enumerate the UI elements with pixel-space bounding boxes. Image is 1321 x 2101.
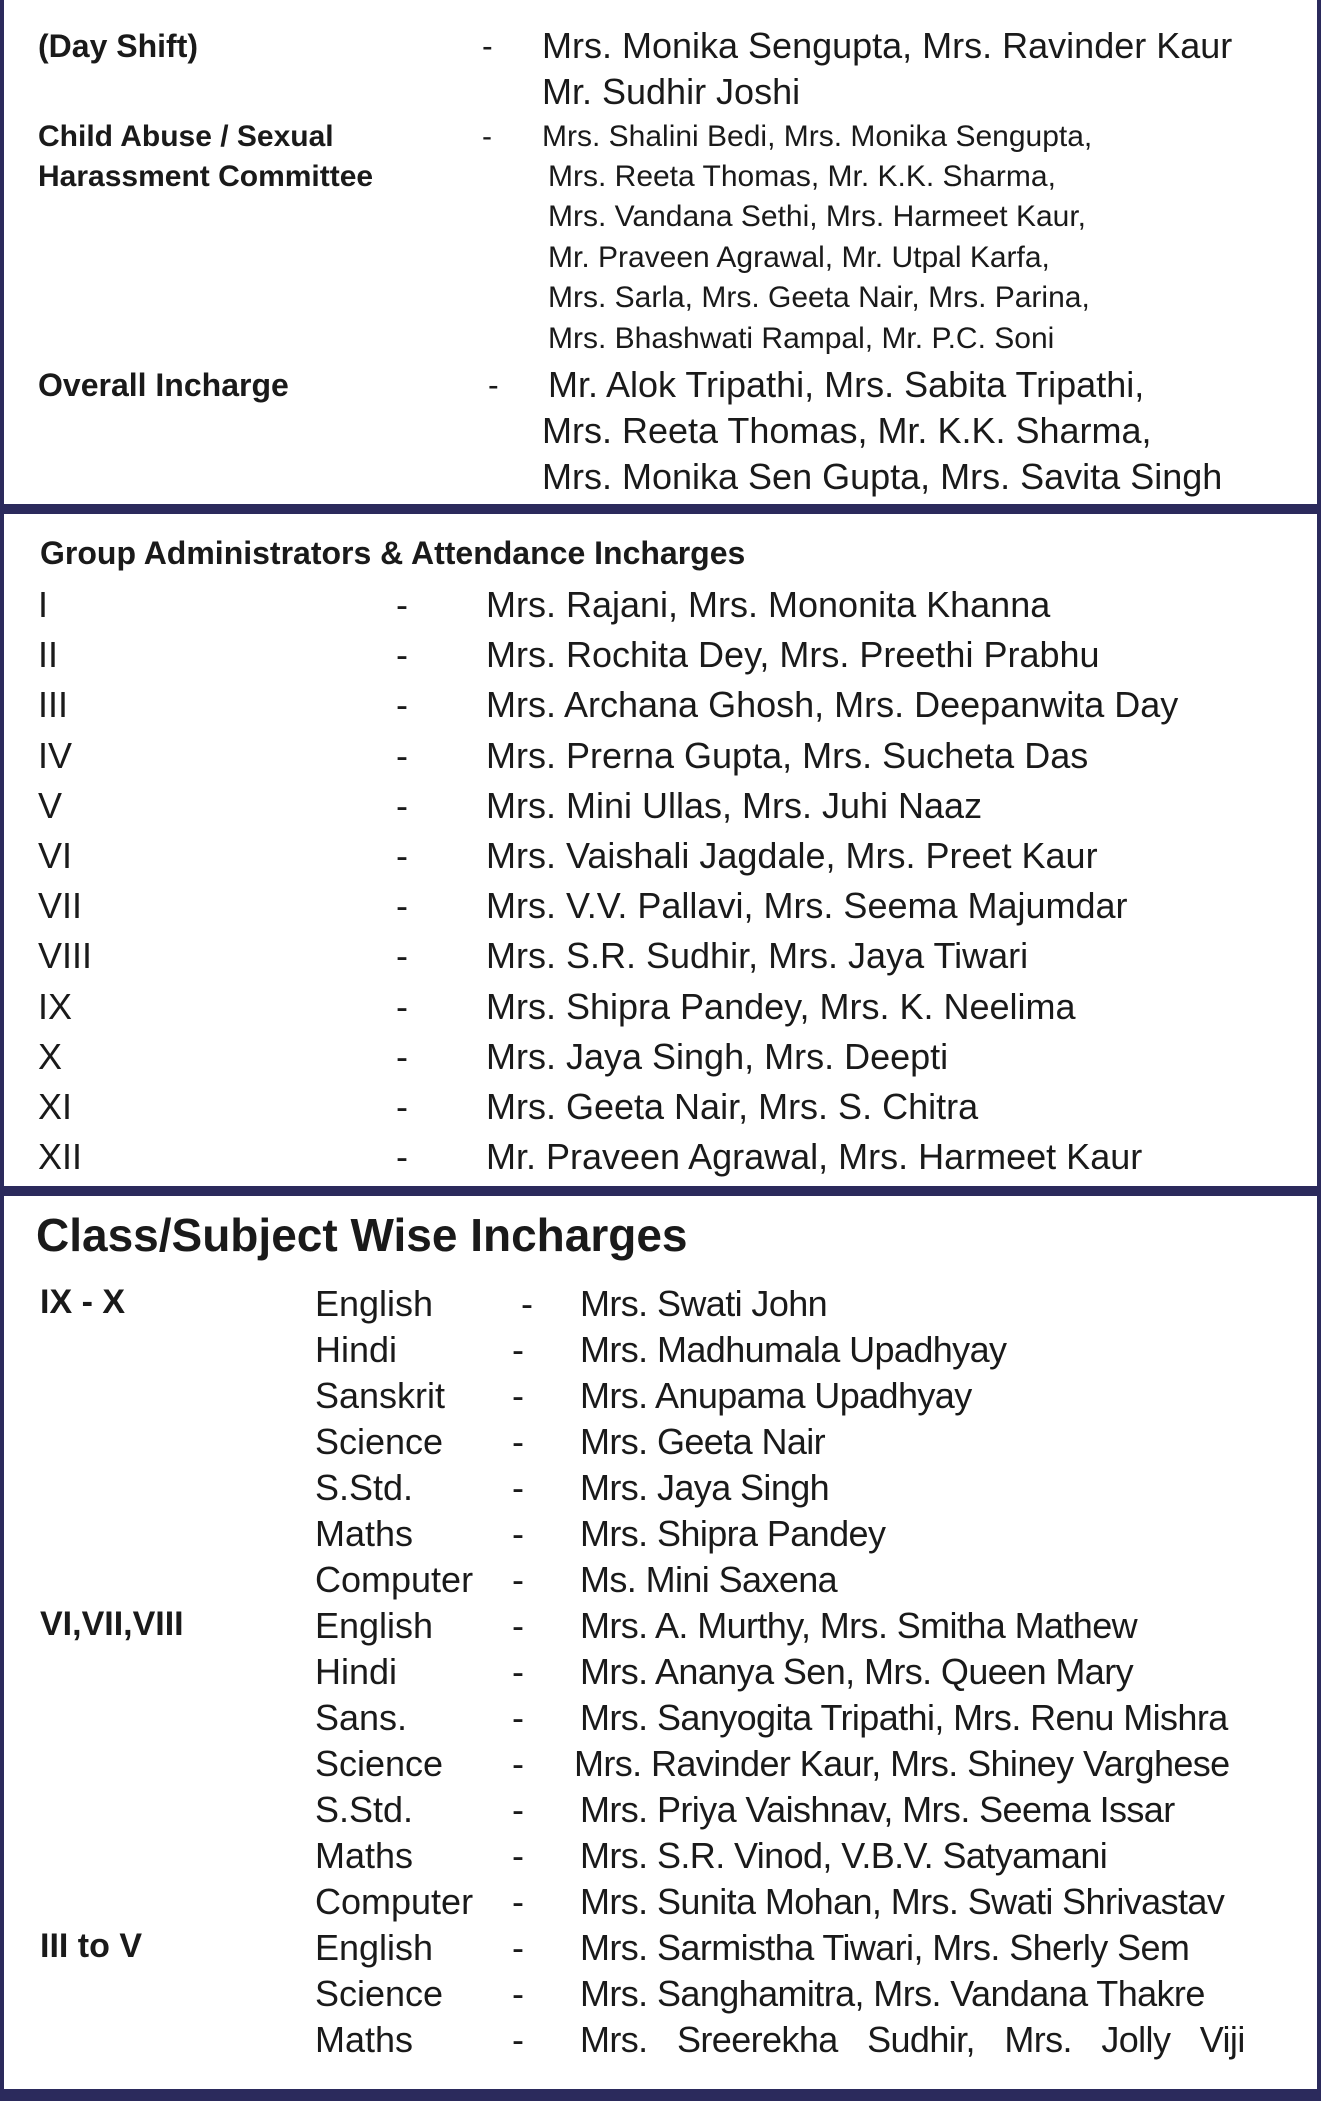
- committee-names: Mrs. Reeta Thomas, Mr. K.K. Sharma,: [548, 160, 1056, 193]
- class-group-label: III to V: [40, 1927, 142, 1965]
- bottom-border: [0, 2089, 1321, 2101]
- section-title: Group Administrators & Attendance Incharges: [40, 535, 746, 571]
- committee-names: Mrs. Reeta Thomas, Mr. K.K. Sharma,: [542, 410, 1152, 451]
- section-divider: [0, 1186, 1321, 1196]
- subject-label: S.Std.: [315, 1467, 414, 1508]
- subject-label: Sanskrit: [315, 1375, 446, 1416]
- dash: -: [488, 367, 499, 403]
- dash: -: [512, 1835, 524, 1876]
- incharge-names: Mrs. Shipra Pandey: [580, 1513, 886, 1554]
- incharge-names: Mrs. Mini Ullas, Mrs. Juhi Naaz: [486, 784, 983, 826]
- class-group-label: IX - X: [40, 1283, 126, 1321]
- incharge-names: Mrs. Madhumala Upadhyay: [580, 1329, 1007, 1370]
- section-divider: [0, 504, 1321, 514]
- subject-label: Science: [315, 1973, 444, 2014]
- dash: -: [396, 1086, 408, 1127]
- incharge-names: Ms. Mini Saxena: [580, 1559, 838, 1600]
- subject-label: Sans.: [315, 1697, 408, 1738]
- dash: -: [396, 935, 408, 977]
- class-label: III: [38, 684, 69, 726]
- incharge-names: Mr. Praveen Agrawal, Mrs. Harmeet Kaur: [486, 1136, 1143, 1178]
- subject-label: Computer: [315, 1559, 474, 1600]
- incharge-names: Mrs. S.R. Sudhir, Mrs. Jaya Tiwari: [486, 935, 1029, 977]
- subject-label: Maths: [315, 1835, 414, 1876]
- class-label: IX: [38, 985, 73, 1027]
- committee-names: Mr. Praveen Agrawal, Mr. Utpal Karfa,: [548, 241, 1050, 274]
- committee-names: Mrs. Bhashwati Rampal, Mr. P.C. Soni: [548, 322, 1055, 355]
- class-label: XII: [38, 1136, 83, 1178]
- dash: -: [482, 28, 493, 64]
- subject-label: Computer: [315, 1881, 474, 1922]
- incharge-names: Mrs. Swati John: [580, 1283, 828, 1324]
- incharge-names: Mrs. Sanyogita Tripathi, Mrs. Renu Mishra: [580, 1697, 1228, 1738]
- incharge-names: Mrs. Anupama Upadhyay: [580, 1375, 972, 1416]
- committee-names: Mrs. Sarla, Mrs. Geeta Nair, Mrs. Parina,: [548, 281, 1090, 314]
- committee-names: Mrs. Monika Sen Gupta, Mrs. Savita Singh: [542, 456, 1223, 497]
- dash: -: [512, 1973, 524, 2014]
- class-label: I: [38, 584, 49, 625]
- committee-names: Mrs. Monika Sengupta, Mrs. Ravinder Kaur: [542, 25, 1233, 66]
- committee-label: Overall Incharge: [38, 367, 289, 403]
- subject-label: Hindi: [315, 1651, 398, 1692]
- subject-label: S.Std.: [315, 1789, 414, 1830]
- subject-label: Science: [315, 1421, 444, 1462]
- incharge-names: Mrs. Geeta Nair, Mrs. S. Chitra: [486, 1086, 979, 1127]
- class-label: II: [38, 634, 59, 676]
- dash: -: [512, 1559, 524, 1600]
- incharge-names: Mrs. Ravinder Kaur, Mrs. Shiney Varghese: [574, 1743, 1230, 1784]
- dash: -: [512, 2019, 524, 2060]
- dash: -: [396, 634, 408, 676]
- dash: -: [512, 1651, 524, 1692]
- class-label: V: [38, 784, 63, 826]
- committee-names: Mrs. Shalini Bedi, Mrs. Monika Sengupta,: [542, 120, 1093, 153]
- dash: -: [396, 1035, 408, 1077]
- dash: -: [512, 1697, 524, 1738]
- dash: -: [512, 1467, 524, 1508]
- class-group-label: VI,VII,VIII: [40, 1605, 184, 1643]
- dash: -: [396, 885, 408, 927]
- dash: -: [396, 734, 408, 776]
- class-label: VIII: [38, 935, 93, 977]
- dash: -: [512, 1375, 524, 1416]
- dash: -: [512, 1605, 524, 1646]
- incharge-names: Mrs. Sunita Mohan, Mrs. Swati Shrivastav: [580, 1881, 1225, 1922]
- incharge-names: Mrs. Vaishali Jagdale, Mrs. Preet Kaur: [486, 835, 1098, 876]
- committee-label: (Day Shift): [38, 28, 198, 64]
- incharge-names: Mrs. A. Murthy, Mrs. Smitha Mathew: [580, 1605, 1138, 1646]
- incharge-names: Mrs. Sreerekha Sudhir, Mrs. Jolly Viji: [580, 2019, 1245, 2060]
- incharge-names: Mrs. Archana Ghosh, Mrs. Deepanwita Day: [486, 684, 1179, 726]
- dash: -: [396, 985, 408, 1027]
- dash: -: [396, 684, 408, 726]
- committee-names: Mr. Alok Tripathi, Mrs. Sabita Tripathi,: [548, 364, 1145, 405]
- committee-names: Mr. Sudhir Joshi: [542, 71, 801, 112]
- incharge-names: Mrs. Jaya Singh: [580, 1467, 830, 1508]
- dash: -: [396, 584, 408, 625]
- incharge-names: Mrs. Sanghamitra, Mrs. Vandana Thakre: [580, 1973, 1205, 2014]
- dash: -: [512, 1513, 524, 1554]
- subject-label: Science: [315, 1743, 444, 1784]
- incharge-names: Mrs. Jaya Singh, Mrs. Deepti: [486, 1035, 949, 1077]
- dash: -: [521, 1283, 533, 1324]
- incharge-names: Mrs. Priya Vaishnav, Mrs. Seema Issar: [580, 1789, 1175, 1830]
- class-label: VII: [38, 885, 83, 927]
- subject-label: English: [315, 1927, 434, 1968]
- subject-label: English: [315, 1283, 434, 1324]
- incharge-names: Mrs. Geeta Nair: [580, 1421, 826, 1462]
- incharge-names: Mrs. Sarmistha Tiwari, Mrs. Sherly Sem: [580, 1927, 1190, 1968]
- dash: -: [512, 1743, 524, 1784]
- incharge-names: Mrs. Prerna Gupta, Mrs. Sucheta Das: [486, 734, 1089, 776]
- incharge-names: Mrs. Ananya Sen, Mrs. Queen Mary: [580, 1651, 1134, 1692]
- dash: -: [512, 1329, 524, 1370]
- dash: -: [512, 1421, 524, 1462]
- dash: -: [396, 1136, 408, 1178]
- subject-label: Maths: [315, 1513, 414, 1554]
- committee-names: Mrs. Vandana Sethi, Mrs. Harmeet Kaur,: [548, 200, 1086, 233]
- class-label: X: [38, 1035, 63, 1077]
- dash: -: [512, 1789, 524, 1830]
- dash: -: [512, 1927, 524, 1968]
- subject-label: Maths: [315, 2019, 414, 2060]
- dash: -: [396, 835, 408, 876]
- committee-label: Harassment Committee: [38, 160, 374, 193]
- committee-label: Child Abuse / Sexual: [38, 120, 334, 153]
- subject-label: Hindi: [315, 1329, 398, 1370]
- incharge-names: Mrs. Rochita Dey, Mrs. Preethi Prabhu: [486, 634, 1100, 676]
- class-label: VI: [38, 835, 73, 876]
- incharge-names: Mrs. S.R. Vinod, V.B.V. Satyamani: [580, 1835, 1108, 1876]
- class-label: XI: [38, 1086, 73, 1127]
- class-label: IV: [38, 734, 73, 776]
- section-title: Class/Subject Wise Incharges: [36, 1209, 688, 1261]
- incharge-names: Mrs. Shipra Pandey, Mrs. K. Neelima: [486, 985, 1076, 1027]
- dash: -: [396, 784, 408, 826]
- subject-label: English: [315, 1605, 434, 1646]
- dash: -: [482, 120, 492, 153]
- dash: -: [512, 1881, 524, 1922]
- incharge-names: Mrs. V.V. Pallavi, Mrs. Seema Majumdar: [486, 885, 1128, 927]
- incharge-names: Mrs. Rajani, Mrs. Mononita Khanna: [486, 584, 1051, 625]
